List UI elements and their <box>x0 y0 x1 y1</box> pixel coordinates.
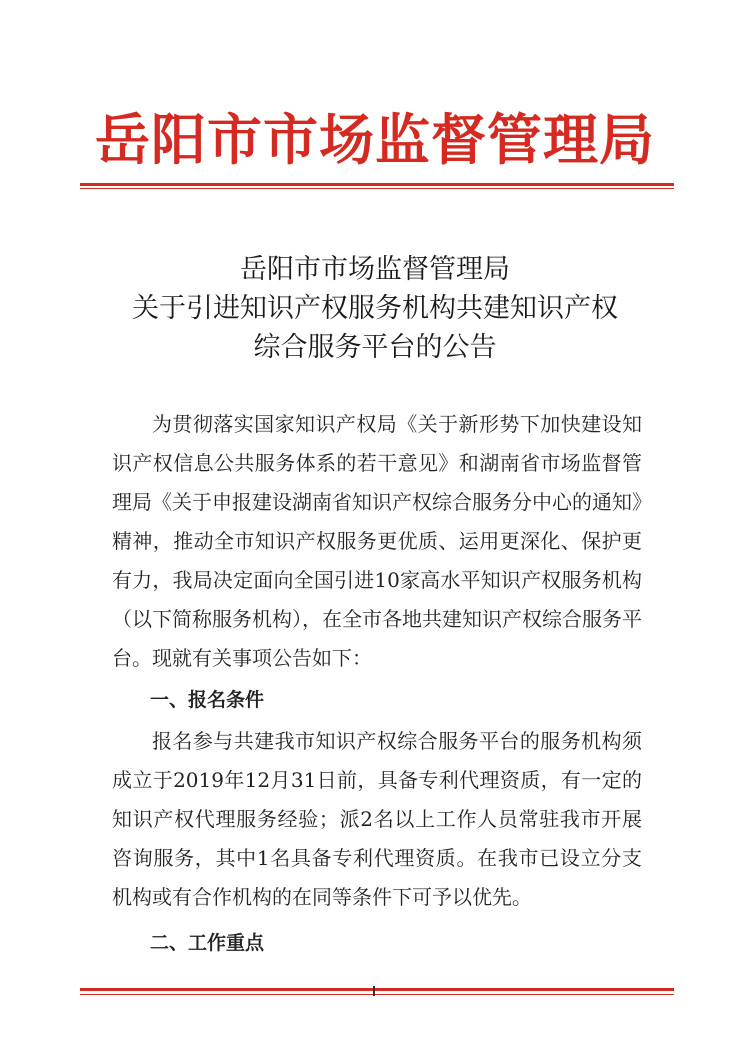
intro-paragraph: 为贯彻落实国家知识产权局《关于新形势下加快建设知识产权信息公共服务体系的若干意见》和湖南省市场监督管理局《关于申报建设湖南省知识产权综合服务分中心的通知》精神，推动全市知识产权服务更优质、运用更深化、保护更有力，我局决定面向全国引进10家高水平知识产权服务机构（以下简称服务机构），在全市各地共建知识产权综合服务平台。现就有关事项公告如下： <box>112 412 642 670</box>
title-line-3: 综合服务平台的公告 <box>253 332 497 363</box>
footer-rule-thick <box>80 988 674 991</box>
title-line-2: 关于引进知识产权服务机构共建知识产权 <box>132 293 618 324</box>
section-paragraph-1: 报名参与共建我市知识产权综合服务平台的服务机构须成立于2019年12月31日前，具备专利代理资质，有一定的知识产权代理服务经验；派2名以上工作人员常驻我市开展咨询服务，其中1名具备专利代理资质。在我市已设立分支机构或有合作机构的在同等条件下可予以优先。 <box>112 729 642 909</box>
section-heading-1: 一、报名条件 <box>150 689 265 711</box>
footer-rule-thin <box>80 994 674 995</box>
section-heading-2: 二、工作重点 <box>150 932 265 954</box>
document-body <box>112 405 642 965</box>
letterhead-rule-thick <box>80 183 674 186</box>
letterhead-org-name: 岳阳市市场监督管理局 <box>94 107 655 172</box>
document-title <box>0 250 750 367</box>
title-line-1: 岳阳市市场监督管理局 <box>240 254 510 285</box>
page-mark <box>373 986 375 996</box>
letterhead-rule-thin <box>80 188 674 189</box>
